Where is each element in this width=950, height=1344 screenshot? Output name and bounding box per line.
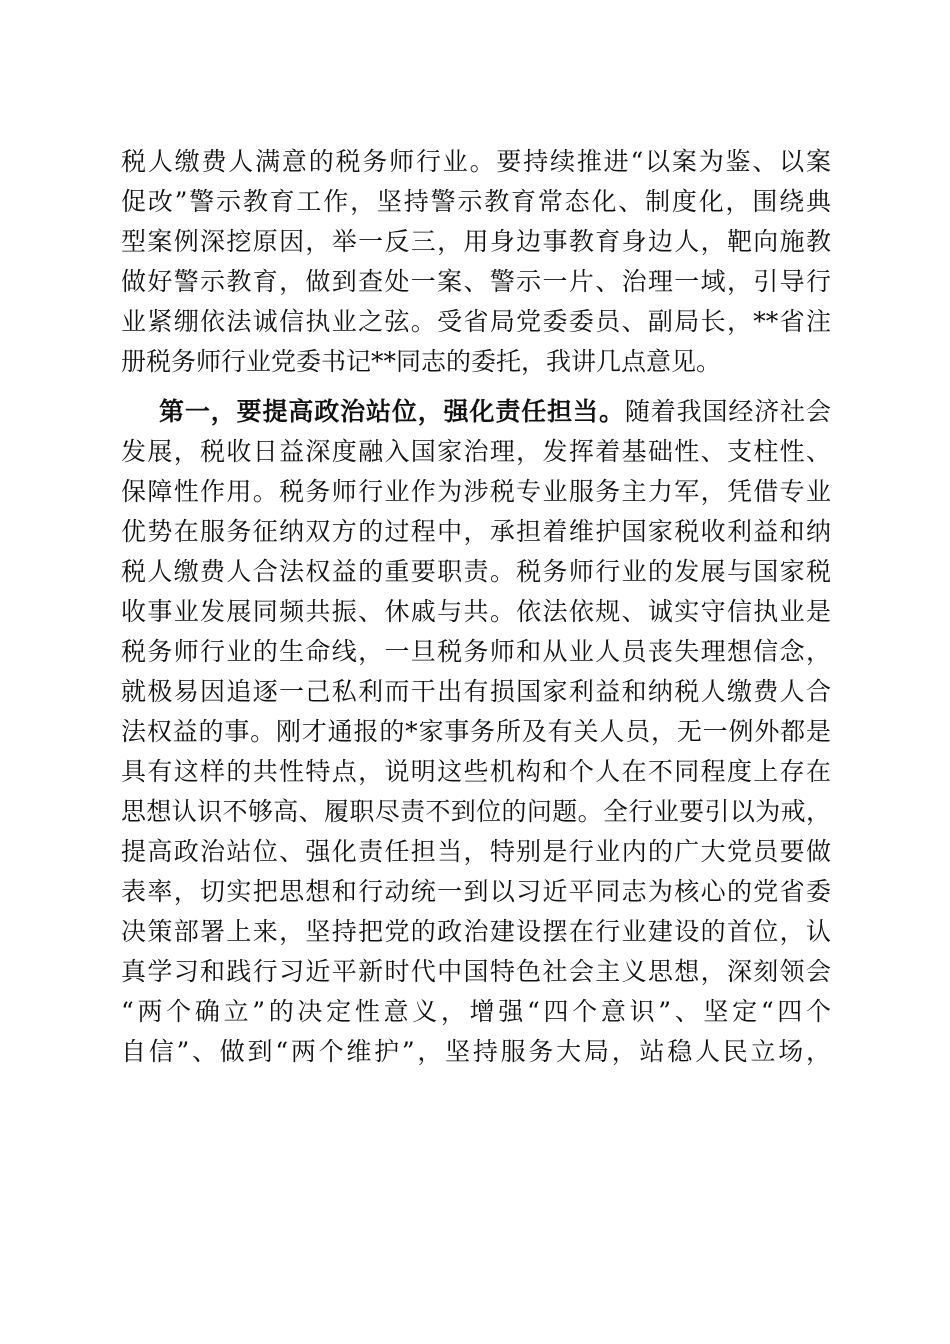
paragraph-line: 业紧绷依法诚信执业之弦。受省局党委委员、副局长，**省注 <box>121 307 831 336</box>
paragraph-line: 优势在服务征纳双方的过程中，承担着维护国家税收利益和纳 <box>121 517 831 546</box>
paragraph-line: 税人缴费人满意的税务师行业。要持续推进“以案为鉴、以案 <box>121 147 831 176</box>
paragraph-line: 做好警示教育，做到查处一案、警示一片、治理一域，引导行 <box>121 267 831 296</box>
paragraph-line: 收事业发展同频共振、休戚与共。依法依规、诚实守信执业是 <box>121 597 831 626</box>
paragraph-line: “两个确立”的决定性意义，增强“四个意识”、坚定“四个 <box>121 997 831 1026</box>
paragraph-line: 表率，切实把思想和行动统一到以习近平同志为核心的党省委 <box>121 877 831 906</box>
paragraph-first-line <box>121 392 831 432</box>
document-body <box>121 142 831 1072</box>
paragraph-line: 自信”、做到“两个维护”，坚持服务大局，站稳人民立场， <box>121 1037 831 1066</box>
paragraph-line: 具有这样的共性特点，说明这些机构和个人在不同程度上存在 <box>121 757 831 786</box>
paragraph-line: 发展，税收日益深度融入国家治理，发挥着基础性、支柱性、 <box>121 437 831 466</box>
paragraph-line: 提高政治站位、强化责任担当，特别是行业内的广大党员要做 <box>121 837 831 866</box>
paragraph-1 <box>121 142 831 382</box>
paragraph-line: 思想认识不够高、履职尽责不到位的问题。全行业要引以为戒， <box>121 797 831 826</box>
paragraph-line: 决策部署上来，坚持把党的政治建设摆在行业建设的首位，认 <box>121 917 831 946</box>
paragraph-gap <box>121 382 831 392</box>
paragraph-line: 保障性作用。税务师行业作为涉税专业服务主力军，凭借专业 <box>121 477 831 506</box>
paragraph-2 <box>121 392 831 1072</box>
paragraph-line: 就极易因追逐一己私利而干出有损国家利益和纳税人缴费人合 <box>121 677 831 706</box>
heading-continuation: 随着我国经济社会 <box>624 397 831 426</box>
paragraph-line: 税人缴费人合法权益的重要职责。税务师行业的发展与国家税 <box>121 557 831 586</box>
paragraph-line: 促改”警示教育工作，坚持警示教育常态化、制度化，围绕典 <box>121 187 831 216</box>
paragraph-line: 法权益的事。刚才通报的*家事务所及有关人员，无一例外都是 <box>121 717 831 746</box>
paragraph-line: 册税务师行业党委书记**同志的委托，我讲几点意见。 <box>121 347 722 376</box>
section-heading: 第一，要提高政治站位，强化责任担当。 <box>159 397 625 426</box>
paragraph-line: 型案例深挖原因，举一反三，用身边事教育身边人，靶向施教 <box>121 227 831 256</box>
paragraph-line: 税务师行业的生命线，一旦税务师和从业人员丧失理想信念， <box>121 637 831 666</box>
paragraph-line: 真学习和践行习近平新时代中国特色社会主义思想，深刻领会 <box>121 957 831 986</box>
